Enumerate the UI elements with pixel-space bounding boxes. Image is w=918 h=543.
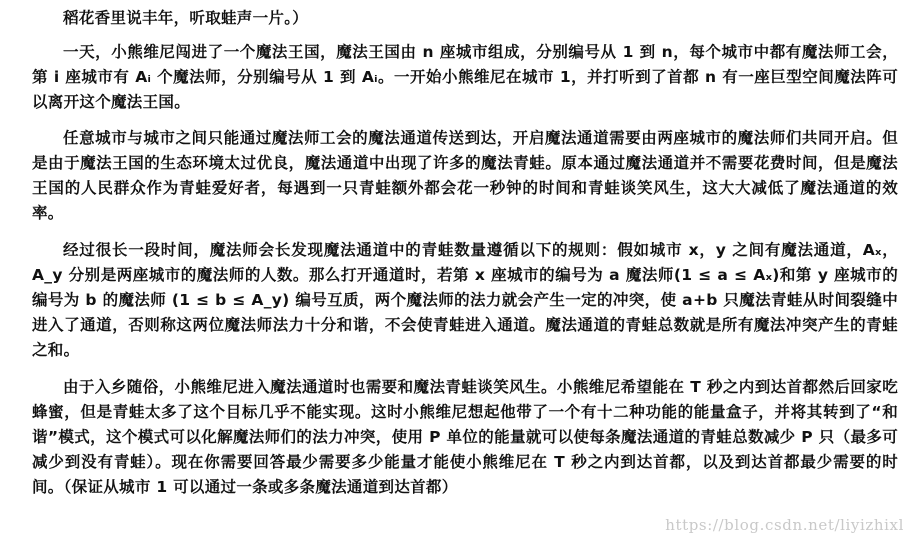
- paragraph-story-intro: 一天，小熊维尼闯进了一个魔法王国，魔法王国由 n 座城市组成，分别编号从 1 到 n，每个城市中都有魔法师工会，第 i 座城市有 Aᵢ 个魔法师，分别编号从 1 到 Aᵢ。一开始小熊维尼在城市 1，并打听到了首都 n 有一座巨型空间魔法阵可以离开这个魔法王国。: [32, 43, 898, 111]
- paragraph-magic-channels: 任意城市与城市之间只能通过魔法师工会的魔法通道传送到达，开启魔法通道需要由两座城市的魔法师们共同开启。但是由于魔法王国的生态环境太过优良，魔法通道中出现了许多的魔法青蛙。原本通过魔法通道并不需要花费时间，但是魔法王国的人民群众作为青蛙爱好者，每遇到一只青蛙额外都会花一秒钟的时间和青蛙谈笑风生，这大大减低了魔法通道的效率。: [32, 129, 898, 222]
- paragraph-frog-rule: 经过很长一段时间，魔法师会长发现魔法通道中的青蛙数量遵循以下的规则：假如城市 x，y 之间有魔法通道，Aₓ，A_y 分别是两座城市的魔法师的人数。那么打开通道时，若第 x 座城市的编号为 a 魔法师(1 ≤ a ≤ Aₓ)和第 y 座城市的编号为 b 的魔法师 (1 ≤ b ≤ A_y) 编号互质，两个魔法师的法力就会产生一定的冲突，使 a+b 只魔法青蛙从时间裂缝中进入了通道，否则称这两位魔法师法力十分和谐，不会使青蛙进入通道。魔法通道的青蛙总数就是所有魔法冲突产生的青蛙之和。: [32, 241, 898, 359]
- paragraph-poem-line: 稻花香里说丰年，听取蛙声一片。）: [63, 9, 309, 27]
- blog-watermark: https://blog.csdn.net/liyizhixl: [665, 516, 904, 534]
- paragraph-task-statement: 由于入乡随俗，小熊维尼进入魔法通道时也需要和魔法青蛙谈笑风生。小熊维尼希望能在 T 秒之内到达首都然后回家吃蜂蜜，但是青蛙太多了这个目标几乎不能实现。这时小熊维尼想起他带了一个有十二种功能的能量盒子，并将其转到了“和谐”模式，这个模式可以化解魔法师们的法力冲突，使用 P 单位的能量就可以使每条魔法通道的青蛙总数减少 P 只（最多可减少到没有青蛙）。现在你需要回答最少需要多少能量才能使小熊维尼在 T 秒之内到达首都，以及到达首都最少需要的时间。（保证从城市 1 可以通过一条或多条魔法通道到达首都）: [32, 378, 898, 496]
